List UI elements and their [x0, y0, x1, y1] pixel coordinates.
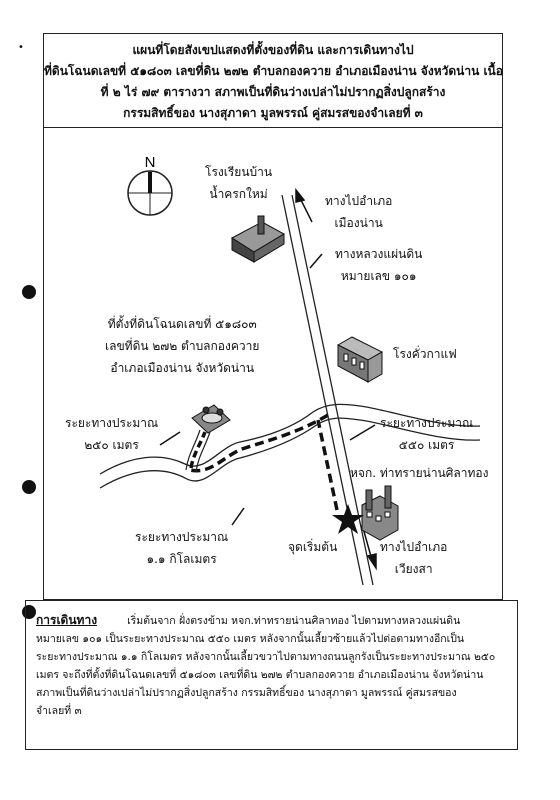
to-wiang-sa-label: ทางไปอำเภอ เวียงสา	[380, 540, 448, 576]
pointer-line	[310, 254, 322, 268]
factory-icon	[362, 486, 398, 540]
title-line: ที่ ๒ ไร่ ๗๙ ตารางวา สภาพเป็นที่ดินว่างเปล่าไม่ปรากฏสิ่งปลูกสร้าง	[100, 85, 446, 99]
coffee-roaster-icon	[338, 337, 382, 382]
compass-north-label: N	[144, 154, 156, 171]
title-line: กรรมสิทธิ์ของ นางสุภาดา มูลพรรณ์ คู่สมรสของจำเลยที่ ๓	[123, 106, 423, 120]
school-icon	[232, 216, 284, 262]
page-mark: •	[18, 42, 24, 53]
coffee-roaster-label: โรงคั่วกาแฟ	[393, 347, 457, 361]
sand-shop-label: หจก. ท่าทรายน่านศิลาทอง	[350, 466, 489, 480]
travel-text: จำเลยที่ ๓	[36, 705, 82, 717]
travel-description-box	[25, 600, 518, 750]
distance-1-1-label: ระยะทางประมาณ ๑.๑ กิโลเมตร	[135, 530, 229, 566]
school-label: โรงเรียนบ้าน น้ำครกใหม่	[205, 165, 273, 201]
pointer-line	[350, 425, 375, 440]
route-dashes	[318, 420, 337, 510]
compass-icon	[128, 171, 172, 215]
pointer-line	[160, 432, 180, 445]
travel-text: สภาพเป็นที่ดินว่างเปล่าไม่ปรากฏสิ่งปลูกสร้าง กรรมสิทธิ์ของ นางสุภาดา มูลพรรณ์ คู่สมรสของ	[36, 687, 457, 699]
highway-label: ทางหลวงแผ่นดิน หมายเลข ๑๐๑	[335, 247, 423, 283]
distance-250-label: ระยะทางประมาณ ๒๕๐ เมตร	[65, 416, 159, 452]
arrow-up-icon	[296, 190, 312, 222]
travel-text: ระยะทางประมาณ ๑.๑ กิโลเมตร หลังจากนั้นเลี้ยวขวาไปตามทางถนนลูกรังเป็นระยะทางประมาณ ๒๕๐	[36, 651, 496, 663]
land-location-label: ที่ตั้งที่ดินโฉนดเลขที่ ๕๑๘๐๓ เลขที่ดิน ๒๗๒ ตำบลกองควาย อำเภอเมืองน่าน จังหวัดน่าน	[105, 317, 260, 375]
land-plot-icon	[192, 405, 230, 433]
travel-text: เริ่มต้นจาก ฝั่งตรงข้าม หจก.ท่าทรายน่านศิลาทอง ไปตามทางหลวงแผ่นดิน	[127, 615, 461, 627]
pointer-line	[232, 508, 244, 525]
to-city-label: ทางไปอำเภอ เมืองน่าน	[325, 194, 393, 230]
title-line: แผนที่โดยสังเขปแสดงที่ตั้งของที่ดิน และการเดินทางไป	[132, 43, 414, 57]
title-line: ที่ดินโฉนดเลขที่ ๕๑๘๐๓ เลขที่ดิน ๒๗๒ ตำบลกองควาย อำเภอเมืองน่าน จังหวัดน่าน เนื้อ	[44, 64, 503, 78]
travel-text: เมตร จะถึงที่ตั้งที่ดินโฉนดเลขที่ ๕๑๘๐๓ เลขที่ดิน ๒๗๒ ตำบลกองควาย อำเภอเมืองน่าน จังหวัดน่าน	[36, 669, 484, 681]
travel-heading: การเดินทาง	[36, 613, 98, 627]
distance-550-label: ระยะทางประมาณ ๕๕๐ เมตร	[380, 416, 474, 452]
start-point-label: จุดเริ่มต้น	[288, 540, 338, 554]
travel-text: หมายเลข ๑๐๑ เป็นระยะทางประมาณ ๕๕๐ เมตร หลังจากนั้นเลี้ยวซ้ายแล้วไปต่อตามทางอีกเป็น	[36, 633, 465, 645]
